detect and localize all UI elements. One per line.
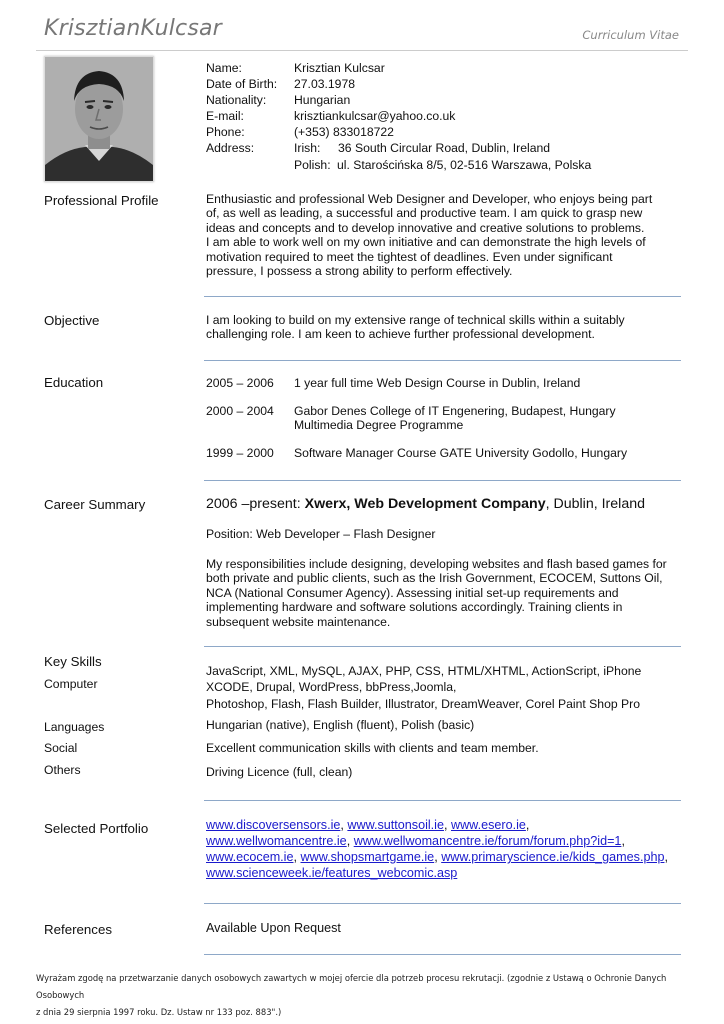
profile-text [206,192,684,278]
address-polish-label: Polish: [294,158,331,172]
email-value[interactable]: krisztiankulcsar@yahoo.co.uk [294,109,456,123]
portfolio-link[interactable]: www.shopsmartgame.ie [300,850,435,864]
education-course-detail: Multimedia Degree Programme [294,418,464,432]
portfolio-link[interactable]: www.wellwomancentre.ie/forum/forum.php?id=1 [353,834,622,848]
career-headline [206,497,684,511]
portfolio-link[interactable]: www.discoversensors.ie [206,818,341,832]
consent-line: z dnia 29 sierpnia 1997 roku. Dz. Ustaw nr 133 poz. 883".) [36,1007,282,1017]
section-title-career: Career Summary [44,497,146,512]
career-line: subsequent website maintenance. [206,614,391,629]
nationality-value: Hungarian [294,93,351,107]
objective-line: challenging role. I am keen to achieve further professional development. [206,327,595,342]
portfolio-link[interactable]: www.ecocem.ie [206,850,294,864]
career-line: NCA (National Consumer Agency). Assessing initial set-up requirements and [206,585,619,600]
address-label: Address: [206,141,255,155]
email-label: E-mail: [206,109,244,123]
section-title-education: Education [44,375,104,390]
skills-computer-label: Computer [44,677,98,691]
section-divider [204,360,681,361]
career-line: both private and public clients, such as the Irish Government, ECOCEM, Suttons Oil, [206,571,663,586]
skills-social-label: Social [44,741,78,755]
skills-social-value: Excellent communication skills with clients and team member. [206,741,539,755]
profile-line: ideas and concepts and to develop innovative and creative solutions to problems. [206,220,645,235]
link-separator: , [293,850,301,864]
profile-line: of, as well as leading, a successful and productive team. I am quick to grasp new [206,206,643,221]
link-separator: , [664,850,668,864]
objective-line: I am looking to build on my extensive range of technical skills within a suitably [206,313,625,327]
profile-line: motivation required to meet the tightest of deadlines. Even under significant [206,249,613,264]
education-years: 2005 – 2006 [206,376,274,390]
skills-languages-label: Languages [44,720,105,734]
link-separator: , [443,818,451,832]
career-line: implementing hardware and software solutions accordingly. Training clients in [206,600,623,615]
portfolio-link[interactable]: www.esero.ie [450,818,526,832]
dob-label: Date of Birth: [206,77,278,91]
link-separator: , [346,834,354,848]
section-divider [204,646,681,647]
profile-line: I am able to work well on my own initiative and can demonstrate the high levels of [206,235,646,250]
skills-computer-line: XCODE, Drupal, WordPress, bbPress,Joomla, [206,680,457,695]
skills-others-label: Others [44,763,81,777]
skills-computer-list [206,663,684,712]
section-divider [204,800,681,801]
address-irish-value: 36 South Circular Road, Dublin, Ireland [338,141,551,155]
link-separator: , [434,850,442,864]
portfolio-link[interactable]: www.scienceweek.ie/features_webcomic.asp [206,866,458,880]
portfolio-link[interactable]: www.primaryscience.ie/kids_games.php [441,850,665,864]
consent-line: Wyrażam zgodę na przetwarzanie danych osobowych zawartych w mojej ofercie dla potrzeb procesu rekrutacji. (zgodnie z Ustawą o Ochronie Danych Osobowych [36,973,667,1000]
career-line: My responsibilities include designing, developing websites and flash based games for [206,557,667,571]
section-title-references: References [44,922,112,937]
phone-label: Phone: [206,125,245,139]
name-label: Name: [206,61,242,75]
phone-value: (+353) 833018722 [294,125,394,139]
section-title-profile: Professional Profile [44,193,159,208]
link-separator: , [340,818,348,832]
profile-photo [44,56,154,182]
portfolio-link[interactable]: www.wellwomancentre.ie [206,834,347,848]
portfolio-link[interactable]: www.suttonsoil.ie [347,818,444,832]
address-irish-label: Irish: [294,141,321,155]
career-company: Xwerx, Web Development Company [304,496,546,512]
section-title-objective: Objective [44,313,100,328]
link-separator: , [621,834,625,848]
career-description [206,557,684,629]
section-title-portfolio: Selected Portfolio [44,821,149,836]
education-course: 1 year full time Web Design Course in Dublin, Ireland [294,376,581,390]
education-years: 1999 – 2000 [206,446,274,460]
section-divider [204,954,681,955]
section-divider [204,480,681,481]
skills-computer-line: Photoshop, Flash, Flash Builder, Illustrator, DreamWeaver, Corel Paint Shop Pro [206,696,640,711]
skills-languages-value: Hungarian (native), English (fluent), Polish (basic) [206,718,475,732]
dob-value: 27.03.1978 [294,77,355,91]
career-position: Position: Web Developer – Flash Designer [206,527,436,541]
education-years: 2000 – 2004 [206,404,274,418]
nationality-label: Nationality: [206,93,267,107]
profile-line: pressure, I possess a strong ability to perform effectively. [206,264,513,279]
education-course: Software Manager Course GATE University Godollo, Hungary [294,446,628,460]
section-title-skills: Key Skills [44,654,102,669]
skills-others-value: Driving Licence (full, clean) [206,765,353,779]
section-divider [204,903,681,904]
portrait-image [45,57,153,181]
career-period: 2006 –present: [206,496,301,512]
address-polish-value: ul. Starościńska 8/5, 02-516 Warszawa, Polska [337,158,592,172]
header-divider [36,50,688,51]
profile-line: Enthusiastic and professional Web Designer and Developer, who enjoys being part [206,192,653,206]
document-title: Curriculum Vitae [582,28,679,42]
data-consent-clause [36,970,686,1021]
career-location: , Dublin, Ireland [545,496,645,512]
name-value: Krisztian Kulcsar [294,61,385,75]
skills-computer-line: JavaScript, XML, MySQL, AJAX, PHP, CSS, HTML/XHTML, ActionScript, iPhone [206,664,642,678]
portfolio-links [206,817,684,881]
cv-owner-name: KrisztianKulcsar [44,16,222,41]
link-separator: , [525,818,530,832]
education-course: Gabor Denes College of IT Engenering, Budapest, Hungary [294,404,616,418]
section-divider [204,296,681,297]
references-value: Available Upon Request [206,921,341,935]
objective-text [206,313,684,342]
